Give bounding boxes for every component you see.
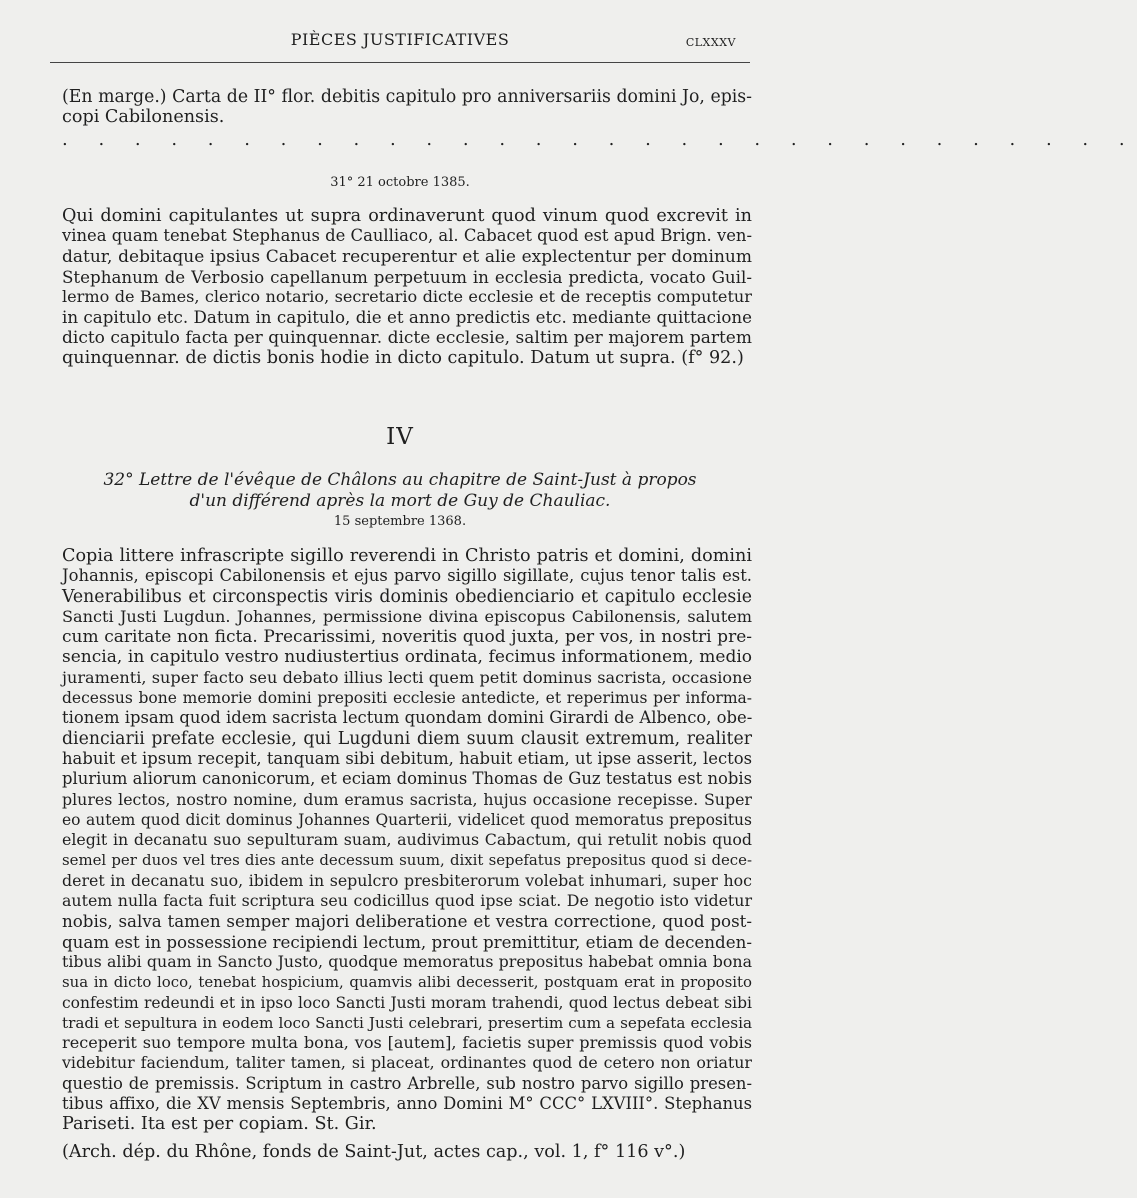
text-line: Qui domini capitulantes ut supra ordinaverunt quod vinum quod excrevit in xyxy=(62,206,752,226)
document-date: 15 septembre 1368. xyxy=(333,514,467,529)
document-title-text: d'un différend après la mort de Guy de Chauliac. xyxy=(189,491,611,511)
text-line: Sancti Justi Lugdun. Johannes, permissione divina episcopus Cabilonensis, salutem xyxy=(62,606,752,626)
text-line: receperit suo tempore multa bona, vos [autem], facietis super premissis quod vobis xyxy=(62,1033,752,1053)
text-line: sencia, in capitulo vestro nudiustertius ordinata, fecimus informationem, medio xyxy=(62,647,752,668)
text-line: tibus affixo, die XV mensis Septembris, anno Domini M° CCC° LXVIII°. Stephanus xyxy=(62,1094,752,1114)
text-line: quinquennar. de dictis bonis hodie in dicto capitulo. Datum ut supra. (f° 92.) xyxy=(62,348,744,369)
text-line: habuit et ipsum recepit, tanquam sibi debitum, habuit etiam, ut ipse asserit, lectos xyxy=(62,748,752,768)
text-line: plurium aliorum canonicorum, et eciam dominus Thomas de Guz testatus est nobis xyxy=(62,769,753,789)
entry-31-date: 31° 21 octobre 1385. xyxy=(330,175,470,190)
text-line: tradi et sepultura in eodem loco Sancti Justi celebrari, presertim cum a sepefata ecclesia xyxy=(62,1013,752,1032)
page-folio: CLXXXV xyxy=(685,36,736,49)
text-line: nobis, salva tamen semper majori deliberatione et vestra correctione, quod post- xyxy=(62,911,752,932)
text-line: Copia littere infrascripte sigillo reverendi in Christo patris et domini, domini xyxy=(62,546,752,566)
text-line: Johannis, episcopi Cabilonensis et ejus parvo sigillo sigillate, cujus tenor talis est. xyxy=(62,566,752,586)
text-line: decessus bone memorie domini prepositi ecclesie antedicte, et reperimus per informa- xyxy=(62,689,752,708)
text-line: cum caritate non ficta. Precarissimi, noveritis quod juxta, per vos, in nostri pre- xyxy=(62,627,752,648)
text-line: plures lectos, nostro nomine, dum eramus sacrista, hujus occasione recepisse. Super xyxy=(62,789,752,809)
text-line: dienciarii prefate ecclesie, qui Lugduni diem suum clausit extremum, realiter xyxy=(62,728,752,749)
text-line: questio de premissis. Scriptum in castro Arbrelle, sub nostro parvo sigillo presen- xyxy=(62,1073,752,1093)
header-title: PIÈCES JUSTIFICATIVES xyxy=(290,30,510,49)
text-line: in capitulo etc. Datum in capitulo, die et anno predictis etc. mediante quittacione xyxy=(62,307,752,328)
text-line: quam est in possessione recipiendi lectum, prout premittitur, etiam de decenden- xyxy=(62,931,752,952)
ellipsis-dots: . . . . . . . . . . . . . . . . . . . . . . . . . . . . . . xyxy=(62,129,1137,150)
text-line: copi Cabilonensis. xyxy=(62,107,225,128)
text-line: juramenti, super facto seu debato illius lecti quem petit dominus sacrista, occasione xyxy=(62,667,752,687)
text-line: deret in decanatu suo, ibidem in sepulcro presbiterorum volebat inhumari, super hoc xyxy=(62,870,752,890)
text-line: Stephanum de Verbosio capellanum perpetuum in ecclesia predicta, vocato Guil- xyxy=(62,266,752,287)
text-line: Pariseti. Ita est per copiam. St. Gir. xyxy=(62,1114,377,1135)
section-numeral: IV xyxy=(386,424,414,450)
archive-source-note: (Arch. dép. du Rhône, fonds de Saint-Jut, actes cap., vol. 1, f° 116 v°.) xyxy=(62,1142,686,1162)
text-line: semel per duos vel tres dies ante decessum suum, dixit sepefatus prepositus quod si dece- xyxy=(62,851,752,870)
text-line: dicto capitulo facta per quinquennar. dicte ecclesie, saltim per majorem partem xyxy=(62,327,752,348)
document-body xyxy=(62,546,752,1135)
text-line: datur, debitaque ipsius Cabacet recuperentur et alie explectentur per dominum xyxy=(62,246,752,267)
text-line: confestim redeundi et in ipso loco Sancti Justi moram trahendi, quod lectus debeat sibi xyxy=(62,993,752,1012)
text-line: autem nulla facta fuit scriptura seu codicillus quod ipse sciat. De negotio isto videtur xyxy=(62,891,752,911)
text-line: sua in dicto loco, tenebat hospicium, quamvis alibi decesserit, postquam erat in proposito xyxy=(62,973,752,992)
text-line: videbitur faciendum, taliter tamen, si placeat, ordinantes quod de cetero non oriatur xyxy=(62,1053,752,1073)
text-line: lermo de Bames, clerico notario, secretario dicte ecclesie et de receptis computetur xyxy=(62,287,752,307)
running-header xyxy=(50,26,750,63)
document-title-line-1 xyxy=(0,470,800,490)
entry-31-text xyxy=(62,206,752,368)
text-line: eo autem quod dicit dominus Johannes Quarterii, videlicet quod memoratus prepositus xyxy=(62,810,752,829)
text-line: vinea quam tenebat Stephanus de Caulliaco, al. Cabacet quod est apud Brign. ven- xyxy=(62,226,752,246)
margin-note xyxy=(62,87,752,128)
text-line: tibus alibi quam in Sancto Justo, quodque memoratus prepositus habebat omnia bona xyxy=(62,951,752,971)
document-title-line-2 xyxy=(0,491,800,511)
text-line: tionem ipsam quod idem sacrista lectum quondam domini Girardi de Albenco, obe- xyxy=(62,708,753,728)
text-line: elegit in decanatu suo sepulturam suam, audivimus Cabactum, qui retulit nobis quod xyxy=(62,830,752,850)
text-line: Venerabilibus et circonspectis viris dominis obedienciario et capitulo ecclesie xyxy=(62,586,752,607)
text-line: (En marge.) Carta de II° flor. debitis capitulo pro anniversariis domini Jo, epis- xyxy=(62,87,752,107)
document-title-text: 32° Lettre de l'évêque de Châlons au chapitre de Saint-Just à propos xyxy=(103,470,697,490)
